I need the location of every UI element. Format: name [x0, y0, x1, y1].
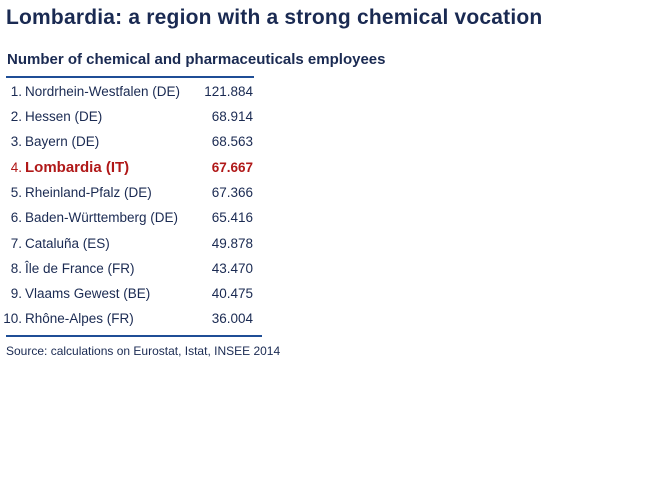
employee-count: 68.914	[211, 109, 253, 124]
rank-number: 8.	[10, 261, 22, 276]
table-row	[0, 210, 300, 234]
employee-count: 65.416	[211, 210, 253, 225]
page-title: Lombardia: a region with a strong chemical vocation	[6, 6, 543, 29]
region-name: Île de France (FR)	[25, 261, 135, 276]
rank-number: 6.	[10, 210, 22, 225]
employee-count: 43.470	[211, 261, 253, 276]
rank-number: 1.	[10, 84, 22, 99]
source-note: Source: calculations on Eurostat, Istat, INSEE 2014	[6, 344, 281, 358]
employee-count: 67.667	[211, 160, 253, 175]
region-name: Vlaams Gewest (BE)	[25, 286, 151, 301]
region-name: Cataluña (ES)	[25, 236, 110, 251]
table-row	[0, 261, 300, 285]
rank-number: 10.	[3, 311, 22, 326]
table-row	[0, 84, 300, 108]
region-name: Lombardia (IT)	[25, 159, 130, 176]
table-subtitle: Number of chemical and pharmaceuticals employees	[7, 51, 386, 68]
employee-count: 121.884	[204, 84, 253, 99]
region-name: Bayern (DE)	[25, 134, 100, 149]
region-name: Rhône-Alpes (FR)	[25, 311, 134, 326]
rank-number: 3.	[10, 134, 22, 149]
rank-number: 5.	[10, 185, 22, 200]
employee-count: 36.004	[211, 311, 253, 326]
region-name: Hessen (DE)	[25, 109, 103, 124]
rank-number: 4.	[10, 160, 22, 175]
table-row	[0, 134, 300, 158]
employee-count: 67.366	[211, 185, 253, 200]
rank-number: 2.	[10, 109, 22, 124]
table-row	[0, 286, 300, 310]
rank-number: 7.	[10, 236, 22, 251]
table-row	[0, 236, 300, 260]
table-top-rule	[6, 76, 254, 78]
employee-count: 49.878	[211, 236, 253, 251]
table-row	[0, 311, 300, 335]
region-name: Rheinland-Pfalz (DE)	[25, 185, 152, 200]
table-row-highlighted	[0, 160, 300, 184]
region-name: Baden-Württemberg (DE)	[25, 210, 179, 225]
employee-count: 40.475	[211, 286, 253, 301]
rank-number: 9.	[10, 286, 22, 301]
employee-count: 68.563	[211, 134, 253, 149]
table-row	[0, 185, 300, 209]
table-bottom-rule	[6, 335, 262, 337]
table-row	[0, 109, 300, 133]
region-name: Nordrhein-Westfalen (DE)	[25, 84, 181, 99]
